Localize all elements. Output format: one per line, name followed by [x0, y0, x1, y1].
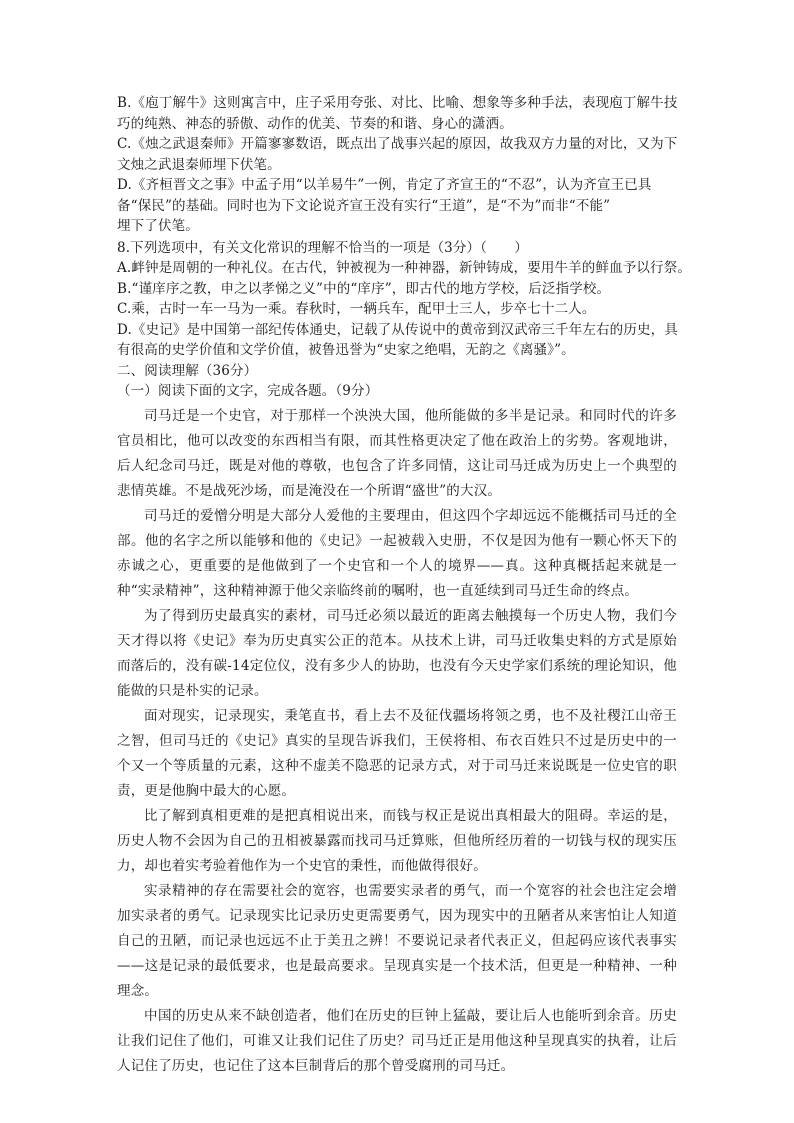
passage-paragraph: 为了得到历史最真实的素材，司马迁必须以最近的距离去触摸每一个历史人物，我们今天才得以将《史记》奉为历史真实公正的范本。从技术上讲，司马迁收集史料的方式是原始而落后的，没有碳-14定位仪，没有多少人的协助，也没有今天史学家们系统的理论知识，他能做的只是朴实的记录。 [117, 607, 677, 699]
option-line: C.乘，古时一车一马为一乘。春秋时，一辆兵车，配甲士三人，步卒七十二人。 [117, 301, 596, 317]
option-line: C.《烛之武退秦师》开篇寥寥数语，既点出了战事兴起的原因，故我双方力量的对比，又为下 [117, 136, 678, 152]
question-7-options [117, 93, 677, 237]
passage-paragraph: 比了解到真相更难的是把真相说出来，而钱与权正是说出真相最大的阻碍。幸运的是，历史人物不会因为自己的丑相被暴露而找司马迁算账，但他所经历着的一切钱与权的现实压力，却也着实考验着他作为一个史官的秉性，而他做得很好。 [117, 807, 677, 874]
passage-paragraph: 面对现实，记录现实，秉笔直书，看上去不及征伐疆场将领之勇，也不及社稷江山帝王之智，但司马迁的《史记》真实的呈现告诉我们，王侯将相、布衣百姓只不过是历史中的一个又一个等质量的元素，这种不虚美不隐恶的记录方式，对于司马迁来说既是一位史官的职责，更是他胸中最大的心愿。 [117, 707, 677, 799]
option-line: B.《庖丁解牛》这则寓言中，庄子采用夸张、对比、比喻、想象等多种手法，表现庖丁解牛技 [117, 95, 678, 111]
question-stem: 8.下列选项中，有关文化常识的理解不恰当的一项是（3分）（ ） [117, 239, 529, 256]
passage-paragraph: 中国的历史从来不缺创造者，他们在历史的巨钟上猛敲，要让后人也能听到余音。历史让我们记住了他们，可谁又让我们记住了历史？司马迁正是用他这种呈现真实的执着，让后人记住了历史，也记住了这本巨制背后的那个曾受腐刑的司马迁。 [117, 1007, 677, 1074]
exam-page [117, 93, 691, 1079]
sub-title: （一）阅读下面的文字，完成各题。（9分） [117, 383, 379, 399]
option-line: D.《齐桓晋文之事》中孟子用“以羊易牛”一例，肯定了齐宣王的“不忍”，认为齐宣王已具 [117, 177, 652, 193]
section-title: 二、阅读理解（36分） [117, 362, 258, 379]
option-line: 巧的纯熟、神态的骄傲、动作的优美、节奏的和谐、身心的潇洒。 [117, 115, 513, 132]
option-line: A.衅钟是周朝的一种礼仪。在古代，钟被视为一种神器，新钟铸成，要用牛羊的鲜血予以行祭。 [117, 260, 691, 276]
option-line: 有很高的史学价值和文学价值，被鲁迅誉为“史家之绝唱，无韵之《离骚》”。 [117, 342, 575, 358]
option-line: B.“谨庠序之教，申之以孝悌之义”中的“庠序”，即古代的地方学校，后泛指学校。 [117, 280, 611, 297]
option-line: 埋下了伏笔。 [117, 218, 199, 234]
option-line: D.《史记》是中国第一部纪传体通史，记载了从传说中的黄帝到汉武帝三千年左右的历史，具 [117, 321, 678, 338]
reading-passage [117, 404, 677, 1079]
option-line: 备“保民”的基础。同时也为下文论说齐宣王没有实行“王道”，是“不为”而非“不能” [117, 197, 611, 214]
passage-paragraph: 司马迁是一个史官，对于那样一个泱泱大国，他所能做的多半是记录。和同时代的许多官员相比，他可以改变的东西相当有限，而其性格更决定了他在政治上的劣势。客观地讲，后人纪念司马迁，既是对他的尊敬，也包含了许多同情，这让司马迁成为历史上一个典型的悲情英雄。不是战死沙场，而是淹没在一个所谓“盛世”的大汉。 [117, 407, 677, 499]
question-8 [117, 238, 691, 361]
option-line: 文烛之武退秦师埋下伏笔。 [117, 156, 281, 173]
passage-paragraph: 司马迁的爱憎分明是大部分人爱他的主要理由，但这四个字却远远不能概括司马迁的全部。他的名字之所以能够和他的《史记》一起被载入史册，不仅是因为他有一颗心怀天下的赤诚之心，更重要的是他做到了一个史官和一个人的境界——真。这种真概括起来就是一种“实录精神”，这种精神源于他父亲临终前的嘱咐，也一直延续到司马迁生命的终点。 [117, 507, 677, 599]
passage-paragraph: 实录精神的存在需要社会的宽容，也需要实录者的勇气，而一个宽容的社会也注定会增加实录者的勇气。记录现实比记录历史更需要勇气，因为现实中的丑陋者从来害怕让人知道自己的丑陋，而记录也远远不止于美丑之辨！不要说记录者代表正义，但起码应该代表事实——这是记录的最低要求，也是最高要求。呈现真实是一个技术活，但更是一种精神、一种理念。 [117, 882, 677, 999]
